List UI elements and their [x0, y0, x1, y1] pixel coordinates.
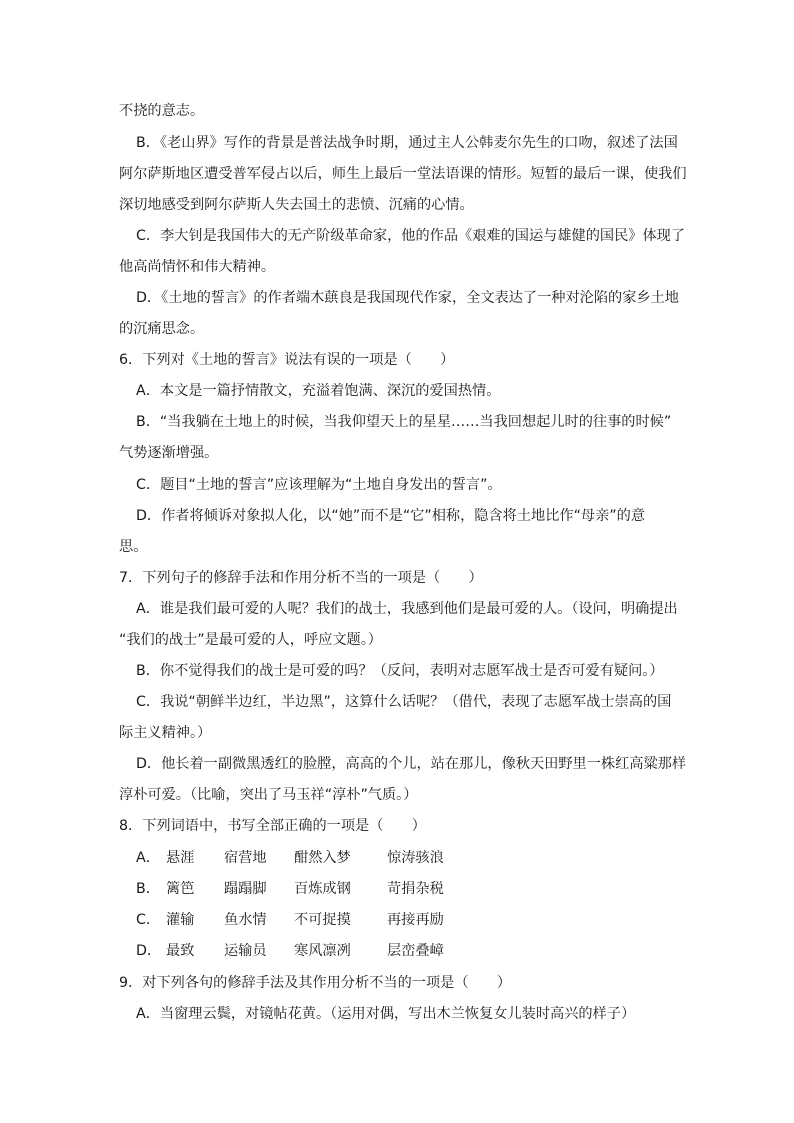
word: 惊涛骇浪 — [387, 850, 444, 866]
text-line: 不挠的意志。 — [119, 103, 205, 119]
word: 寒风凛冽 — [294, 943, 351, 959]
option-c-q7: C．我说“朝鲜半边红，半边黑”，这算什么话呢？（借代，表现了志愿军战士崇高的国 — [136, 694, 672, 710]
word: 再接再励 — [387, 912, 444, 928]
word: 鱼水情 — [224, 912, 267, 928]
q8-option-c — [136, 910, 477, 930]
text-line: 深切地感受到阿尔萨斯人失去国土的悲愤、沉痛的心情。 — [119, 197, 474, 213]
word: 最致 — [166, 943, 195, 959]
option-c-q6: C．题目“土地的誓言”应该理解为“土地自身发出的誓言”。 — [136, 477, 502, 493]
word: 不可捉摸 — [294, 912, 351, 928]
word: 悬涯 — [166, 850, 195, 866]
word: 蹋蹋脚 — [224, 881, 267, 897]
option-letter: B． — [136, 881, 160, 897]
option-d-q5: D．《土地的誓言》的作者端木蕻良是我国现代作家，全文表达了一种对沦陷的家乡土地 — [136, 290, 679, 306]
text-line: 际主义精神。） — [119, 725, 212, 741]
option-d-q6: D．作者将倾诉对象拟人化，以“她”而不是“它”相称，隐含将土地比作“母亲”的意 — [136, 508, 646, 524]
text-line: 阿尔萨斯地区遭受普军侵占以后，师生上最后一堂法语课的情形。短暂的最后一课，使我们 — [119, 166, 687, 182]
word: 宿营地 — [224, 850, 267, 866]
option-letter: D． — [136, 943, 162, 959]
word: 层峦叠嶂 — [387, 943, 444, 959]
question-9: 9．对下列各句的修辞手法及其作用分析不当的一项是（ ） — [119, 975, 512, 991]
text-line: 气势逐渐增强。 — [119, 445, 219, 461]
option-a-q9: A．当窗理云鬓，对镜帖花黄。（运用对偶，写出木兰恢复女儿装时高兴的样子） — [136, 1006, 636, 1022]
option-a-q6: A．本文是一篇抒情散文，充溢着饱满、深沉的爱国热情。 — [136, 383, 501, 399]
text-line: 淳朴可爱。（比喻，突出了马玉祥“淳朴”气质。） — [119, 787, 418, 803]
option-c-q5: C．李大钊是我国伟大的无产阶级革命家，他的作品《艰难的国运与雄健的国民》体现了 — [136, 228, 686, 244]
word: 苛捐杂税 — [387, 881, 444, 897]
option-b-q7: B．你不觉得我们的战士是可爱的吗？（反问，表明对志愿军战士是否可爱有疑问。） — [136, 663, 664, 679]
word: 篱笆 — [166, 881, 195, 897]
text-line: 的沉痛思念。 — [119, 321, 205, 337]
question-7: 7．下列句子的修辞手法和作用分析不当的一项是（ ） — [119, 570, 483, 586]
option-b-q5: B．《老山界》写作的背景是普法战争时期，通过主人公韩麦尔先生的口吻，叙述了法国 — [136, 135, 678, 151]
option-letter: C． — [136, 912, 161, 928]
text-line: “我们的战士”是最可爱的人，呼应文题。） — [119, 632, 382, 648]
option-b-q6: B．“当我躺在土地上的时候，当我仰望天上的星星……当我回想起儿时的往事的时候” — [136, 414, 672, 430]
q8-option-a — [136, 848, 477, 868]
word: 百炼成钢 — [294, 881, 351, 897]
word: 运输员 — [224, 943, 267, 959]
question-6: 6．下列对《土地的誓言》说法有误的一项是（ ） — [119, 352, 455, 368]
q8-option-d — [136, 941, 477, 961]
option-letter: A． — [136, 850, 160, 866]
option-a-q7: A．谁是我们最可爱的人呢？我们的战士，我感到他们是最可爱的人。（设问，明确提出 — [136, 601, 678, 617]
q8-option-b — [136, 879, 477, 899]
text-line: 思。 — [119, 539, 148, 555]
word: 灌输 — [166, 912, 195, 928]
option-d-q7: D．他长着一副微黑透红的脸膛，高高的个儿，站在那儿，像秋天田野里一株红高粱那样 — [136, 756, 687, 772]
text-line: 他高尚情怀和伟大精神。 — [119, 259, 276, 275]
question-8: 8．下列词语中，书写全部正确的一项是（ ） — [119, 818, 426, 834]
word: 酣然入梦 — [294, 850, 351, 866]
